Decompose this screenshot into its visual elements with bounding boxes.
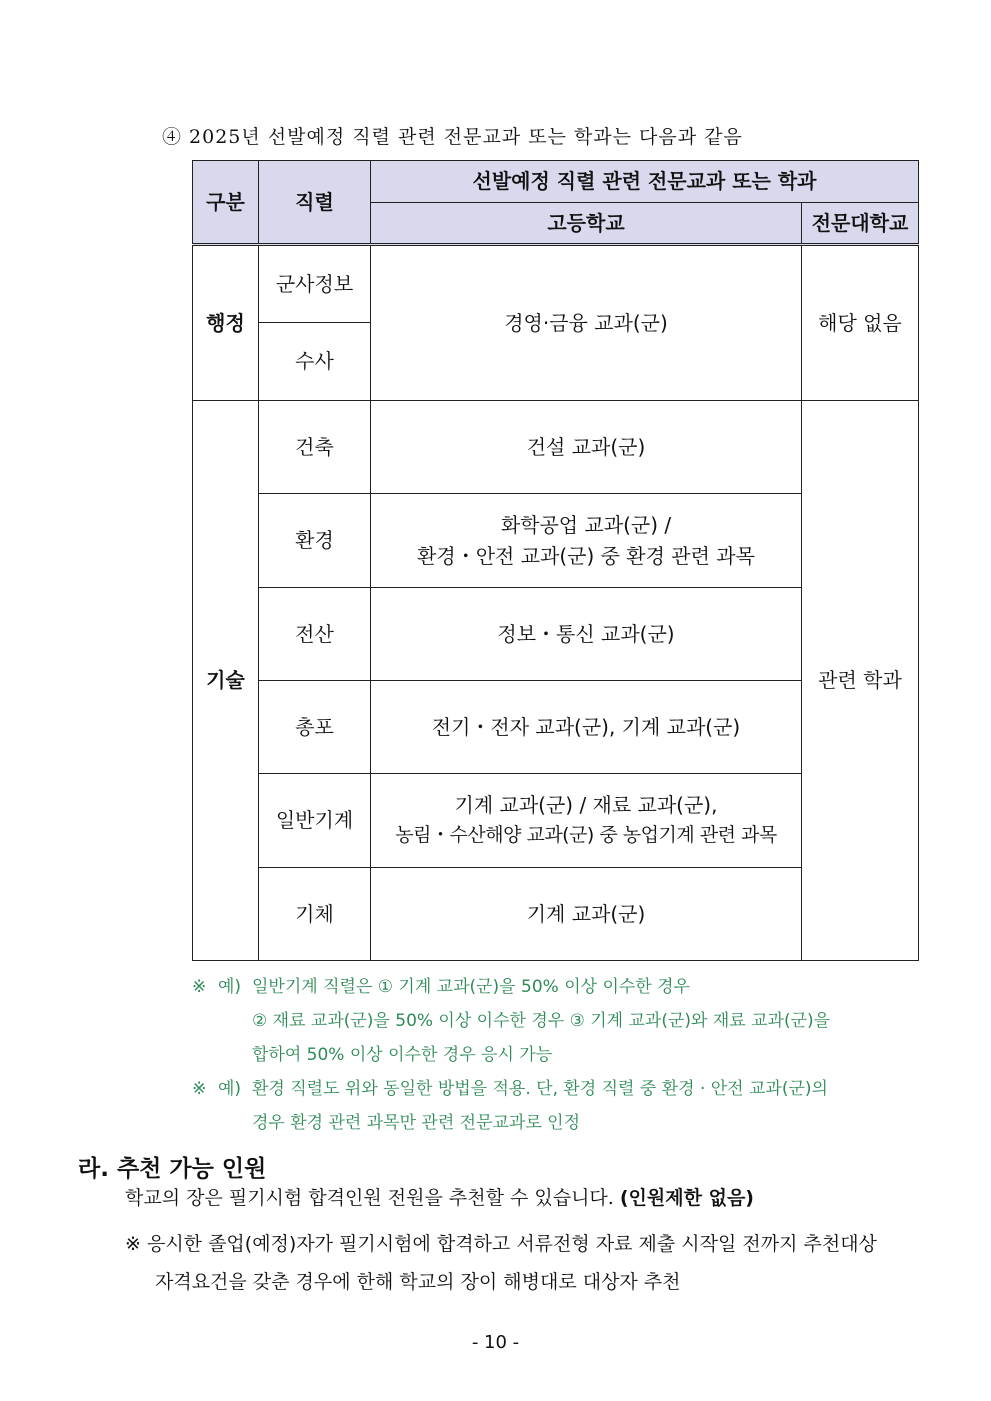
- recommendation-note-line: [125, 1225, 925, 1263]
- subject-line: 환경・안전 교과(군) 중 환경 관련 과목: [417, 543, 755, 568]
- section-title: 라. 추천 가능 인원: [78, 1156, 267, 1182]
- series-cell: 군사정보: [259, 245, 371, 323]
- subjects-table: [192, 160, 919, 961]
- subject-line: 농림・수산해양 교과(군) 중 농업기계 관련 과목: [395, 824, 777, 847]
- subject-cell: [371, 401, 802, 494]
- college-cell: 관련 학과: [802, 401, 919, 961]
- subject-cell: 경영·금융 교과(군): [371, 245, 802, 401]
- series-cell: 기체: [259, 868, 371, 961]
- note-line: 환경 직렬도 위와 동일한 방법을 적용. 단, 환경 직렬 중 환경 · 안전 교과(군)의: [252, 1079, 828, 1099]
- college-cell: 해당 없음: [802, 245, 919, 401]
- page-number: - 10 -: [471, 1332, 520, 1353]
- reference-mark-icon: ※: [192, 977, 207, 997]
- category-tech: 기술: [193, 401, 259, 961]
- note-example-1: [192, 970, 922, 1072]
- subject-line: 기계 교과(군) / 재료 교과(군),: [454, 793, 718, 818]
- section-body-text: 학교의 장은 필기시험 합격인원 전원을 추천할 수 있습니다.: [125, 1187, 614, 1209]
- subject-line: 건설 교과(군): [526, 434, 646, 459]
- subject-cell: [371, 588, 802, 681]
- note-line: 합하여 50% 이상 이수한 경우 응시 가능: [252, 1045, 553, 1065]
- section-body: [125, 1183, 754, 1210]
- reference-mark-icon: ※: [192, 1079, 207, 1099]
- header-row-top: [193, 161, 919, 203]
- header-category: 구분: [193, 161, 259, 245]
- subject-cell: [371, 681, 802, 774]
- header-series: 직렬: [259, 161, 371, 245]
- subject-cell: [371, 494, 802, 588]
- series-cell: 총포: [259, 681, 371, 774]
- note-prefix: 예): [218, 977, 242, 997]
- note-line: ② 재료 교과(군)을 50% 이상 이수한 경우 ③ 기계 교과(군)와 재료 교과(군)을: [252, 1011, 831, 1031]
- note-prefix: 예): [218, 1079, 242, 1099]
- table-row: [193, 401, 919, 494]
- section-body-emphasis: (인원제한 없음): [619, 1187, 754, 1209]
- subject-cell: [371, 868, 802, 961]
- intro-line: ④ 2025년 선발예정 직렬 관련 전문교과 또는 학과는 다음과 같음: [162, 126, 743, 148]
- notes-block: [192, 970, 922, 1140]
- recommendation-note: [125, 1225, 925, 1301]
- subject-line: 기계 교과(군): [526, 901, 646, 926]
- note-example-2: [192, 1072, 922, 1140]
- subject-line: 전기・전자 교과(군), 기계 교과(군): [431, 714, 741, 739]
- subject-line: 화학공업 교과(군) /: [500, 512, 672, 537]
- series-cell: 환경: [259, 494, 371, 588]
- series-cell: 일반기계: [259, 774, 371, 868]
- reference-mark-icon: ※: [125, 1233, 141, 1255]
- header-high-school: 고등학교: [371, 203, 802, 245]
- header-college: 전문대학교: [802, 203, 919, 245]
- recommendation-note-line: 자격요건을 갖춘 경우에 한해 학교의 장이 해병대로 대상자 추천: [155, 1271, 681, 1293]
- header-subjects: 선발예정 직렬 관련 전문교과 또는 학과: [371, 161, 919, 203]
- series-cell: 전산: [259, 588, 371, 681]
- series-cell: 건축: [259, 401, 371, 494]
- note-line: 일반기계 직렬은 ① 기계 교과(군)을 50% 이상 이수한 경우: [252, 977, 690, 997]
- recommendation-note-text: 응시한 졸업(예정)자가 필기시험에 합격하고 서류전형 자료 제출 시작일 전까지 추천대상: [146, 1233, 877, 1255]
- note-line: 경우 환경 관련 과목만 관련 전문교과로 인정: [252, 1113, 581, 1133]
- series-cell: 수사: [259, 323, 371, 401]
- category-admin: 행정: [193, 245, 259, 401]
- subject-line: 정보・통신 교과(군): [497, 621, 675, 646]
- table-row: [193, 245, 919, 323]
- subject-cell: [371, 774, 802, 868]
